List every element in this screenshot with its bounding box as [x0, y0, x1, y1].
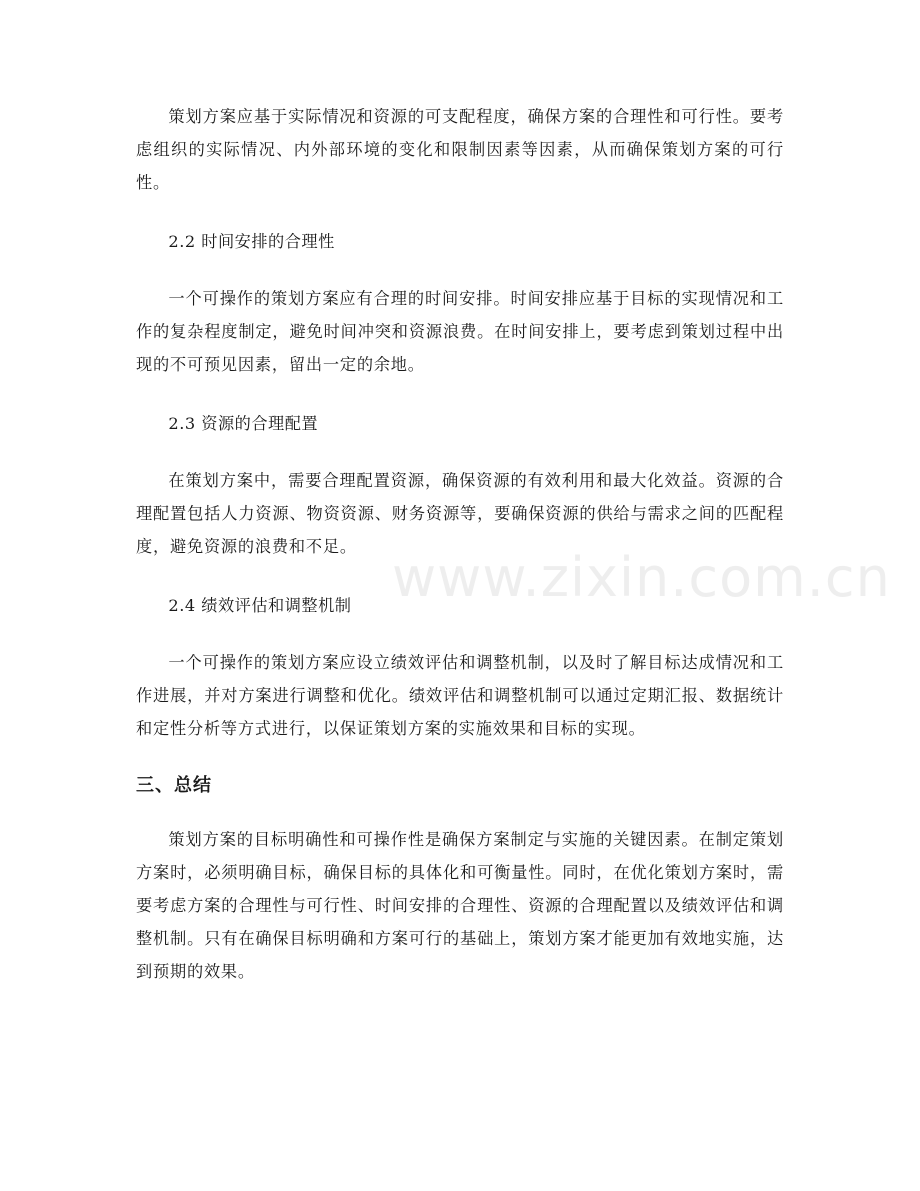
subheading-time-arrangement: 2.2 时间安排的合理性: [168, 232, 335, 251]
subheading-resource-allocation: 2.3 资源的合理配置: [168, 414, 319, 433]
document-page: [136, 100, 784, 1014]
paragraph-time-arrangement: 一个可操作的策划方案应有合理的时间安排。时间安排应基于目标的实现情况和工作的复杂程度制定，避免时间冲突和资源浪费。在时间安排上，要考虑到策划过程中出现的不可预见因素，留出一定的余地。: [136, 289, 784, 374]
watermark-logo: www.zixin.com.cn: [392, 546, 891, 609]
subheading-performance-evaluation: 2.4 绩效评估和调整机制: [168, 596, 352, 615]
paragraph-resource-allocation: 在策划方案中，需要合理配置资源，确保资源的有效利用和最大化效益。资源的合理配置包括人力资源、物资资源、财务资源等，要确保资源的供给与需求之间的匹配程度，避免资源的浪费和不足。: [136, 471, 784, 556]
section-heading-summary: 三、总结: [136, 775, 212, 796]
paragraph-feasibility: 策划方案应基于实际情况和资源的可支配程度，确保方案的合理性和可行性。要考虑组织的实际情况、内外部环境的变化和限制因素等因素，从而确保策划方案的可行性。: [136, 107, 784, 192]
paragraph-summary: 策划方案的目标明确性和可操作性是确保方案制定与实施的关键因素。在制定策划方案时，必须明确目标，确保目标的具体化和可衡量性。同时，在优化策划方案时，需要考虑方案的合理性与可行性、时间安排的合理性、资源的合理配置以及绩效评估和调整机制。只有在确保目标明确和方案可行的基础上，策划方案才能更加有效地实施，达到预期的效果。: [136, 830, 784, 981]
paragraph-performance-evaluation: 一个可操作的策划方案应设立绩效评估和调整机制，以及时了解目标达成情况和工作进展，并对方案进行调整和优化。绩效评估和调整机制可以通过定期汇报、数据统计和定性分析等方式进行，以保证策划方案的实施效果和目标的实现。: [136, 653, 784, 738]
